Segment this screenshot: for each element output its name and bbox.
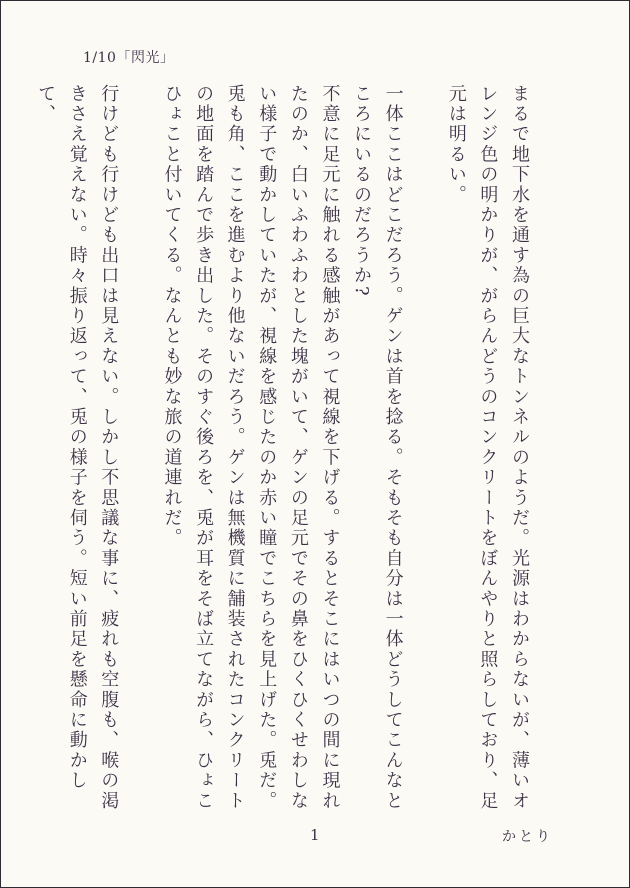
paragraph-2: 一体ここはどこだろう。ゲンは首を捻る。そもそも自分は一体どうしてこんなところにいるのだろうか? — [351, 84, 404, 812]
page-title: 1/10「閃光」 — [83, 50, 175, 66]
paragraph-4: 兎も角、ここを進むより他ないだろう。ゲンは無機質に舗装されたコンクリートの地面を踏んで歩き出した。そのすぐ後ろを、兎が耳をそば立てながら、ひょこひょこと付いてくる。なんとも妙な旅の道連れだ。 — [161, 84, 246, 812]
blank-line-1 — [409, 84, 441, 812]
page-number: 1 — [310, 826, 320, 844]
novel-body-text — [35, 84, 535, 812]
paragraph-1: まるで地下水を通す為の巨大なトンネルのようだ。光源はわからないが、薄いオレンジ色の明かりが、がらんどうのコンクリートをぼんやりと照らしており、足元は明るい。 — [445, 84, 530, 812]
author-name: かとり — [502, 829, 553, 845]
paragraph-5: 行けども行けども出口は見えない。しかし不思議な事に、疲れも空腹も、喉の渇きさえ覚えない。時々振り返って、兎の様子を伺う。短い前足を懸命に動かして、 — [35, 84, 120, 812]
paragraph-3: 不意に足元に触れる感触があって視線を下げる。するとそこにはいつの間に現れたのか、白いふわふわとした塊がいて、ゲンの足元でその鼻をひくひくせわしない様子で動かしていたが、視線を感じたのか赤い瞳でこちらを見上げた。兎だ。 — [256, 84, 341, 812]
blank-line-2 — [124, 84, 156, 812]
